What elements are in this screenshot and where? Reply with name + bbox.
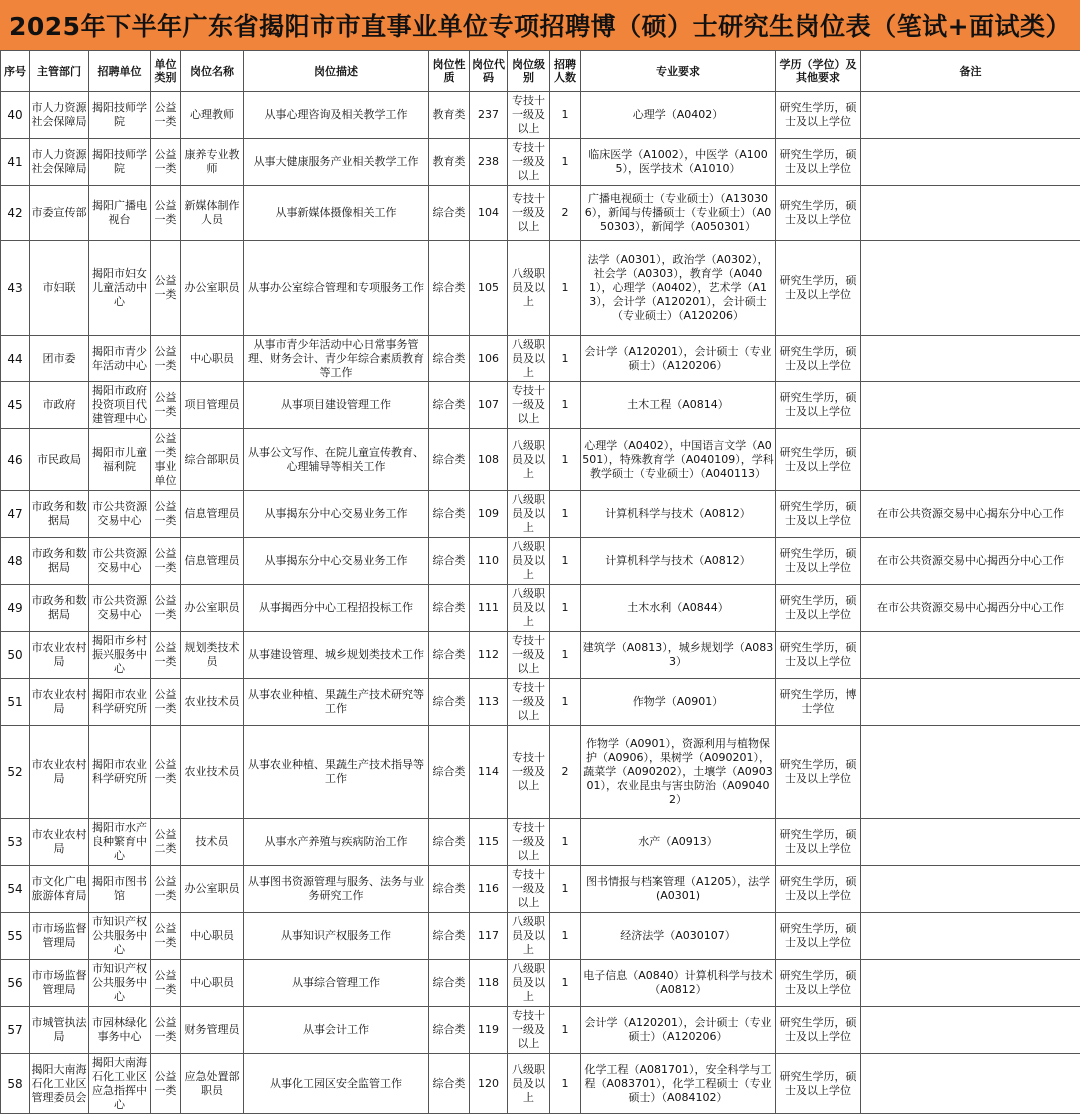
cell-col-education: 研究生学历，硕士及以上学位 xyxy=(776,92,861,139)
cell-col-position: 规划类技术员 xyxy=(181,632,244,679)
cell-col-employer: 市知识产权公共服务中心 xyxy=(89,960,151,1007)
cell-col-code: 115 xyxy=(470,819,508,866)
cell-col-remarks xyxy=(861,819,1080,866)
cell-col-major: 临床医学（A1002），中医学（A1005），医学技术（A1010） xyxy=(581,139,776,186)
cell-col-education: 研究生学历，硕士及以上学位 xyxy=(776,241,861,336)
cell-col-count: 1 xyxy=(550,538,581,585)
cell-col-level: 八级职员及以上 xyxy=(508,336,550,382)
cell-col-remarks xyxy=(861,1007,1080,1054)
cell-col-index: 42 xyxy=(1,186,30,241)
cell-col-remarks xyxy=(861,139,1080,186)
cell-col-education: 研究生学历，硕士及以上学位 xyxy=(776,960,861,1007)
cell-col-major: 心理学（A0402），中国语言文学（A0501），特殊教育学（A040109），学科教学硕士（专业硕士）（A040113） xyxy=(581,429,776,491)
cell-col-remarks xyxy=(861,429,1080,491)
table-row xyxy=(1,726,1080,819)
cell-col-employer: 市公共资源交易中心 xyxy=(89,491,151,538)
table-row xyxy=(1,241,1080,336)
table-header-row xyxy=(1,51,1080,92)
cell-col-unit-type: 公益一类 xyxy=(151,726,181,819)
cell-col-unit-type: 公益一类 xyxy=(151,241,181,336)
cell-col-level: 八级职员及以上 xyxy=(508,913,550,960)
cell-col-position: 综合部职员 xyxy=(181,429,244,491)
cell-col-code: 108 xyxy=(470,429,508,491)
cell-col-level: 专技十一级及以上 xyxy=(508,139,550,186)
cell-col-major: 建筑学（A0813），城乡规划学（A0833） xyxy=(581,632,776,679)
cell-col-employer: 揭阳市农业科学研究所 xyxy=(89,679,151,726)
header-col-description: 岗位描述 xyxy=(244,51,429,92)
cell-col-education: 研究生学历，硕士及以上学位 xyxy=(776,382,861,429)
cell-col-code: 112 xyxy=(470,632,508,679)
cell-col-code: 116 xyxy=(470,866,508,913)
cell-col-employer: 揭阳市乡村振兴服务中心 xyxy=(89,632,151,679)
cell-col-index: 43 xyxy=(1,241,30,336)
header-col-unit-type: 单位类别 xyxy=(151,51,181,92)
cell-col-major: 会计学（A120201），会计硕士（专业硕士）（A120206） xyxy=(581,336,776,382)
cell-col-count: 1 xyxy=(550,336,581,382)
table-row xyxy=(1,960,1080,1007)
cell-col-unit-type: 公益二类 xyxy=(151,819,181,866)
cell-col-level: 八级职员及以上 xyxy=(508,960,550,1007)
cell-col-department: 市政府 xyxy=(30,382,89,429)
cell-col-position: 中心职员 xyxy=(181,336,244,382)
cell-col-nature: 综合类 xyxy=(429,1054,470,1114)
cell-col-department: 揭阳大南海石化工业区管理委员会 xyxy=(30,1054,89,1114)
cell-col-position: 信息管理员 xyxy=(181,491,244,538)
cell-col-employer: 揭阳市水产良种繁育中心 xyxy=(89,819,151,866)
header-col-index: 序号 xyxy=(1,51,30,92)
cell-col-employer: 揭阳市妇女儿童活动中心 xyxy=(89,241,151,336)
cell-col-code: 106 xyxy=(470,336,508,382)
cell-col-employer: 揭阳市政府投资项目代建管理中心 xyxy=(89,382,151,429)
cell-col-unit-type: 公益一类事业单位 xyxy=(151,429,181,491)
cell-col-description: 从事建设管理、城乡规划类技术工作 xyxy=(244,632,429,679)
cell-col-department: 市市场监督管理局 xyxy=(30,960,89,1007)
cell-col-education: 研究生学历，硕士及以上学位 xyxy=(776,186,861,241)
cell-col-level: 专技十一级及以上 xyxy=(508,819,550,866)
cell-col-major: 法学（A0301），政治学（A0302），社会学（A0303），教育学（A0401），心理学（A0402），艺术学（A13），会计学（A120201），会计硕士（专业硕士）（A120206） xyxy=(581,241,776,336)
cell-col-description: 从事水产养殖与疾病防治工作 xyxy=(244,819,429,866)
cell-col-unit-type: 公益一类 xyxy=(151,139,181,186)
cell-col-position: 办公室职员 xyxy=(181,585,244,632)
cell-col-nature: 综合类 xyxy=(429,632,470,679)
cell-col-education: 研究生学历，硕士及以上学位 xyxy=(776,491,861,538)
cell-col-code: 111 xyxy=(470,585,508,632)
cell-col-index: 41 xyxy=(1,139,30,186)
cell-col-employer: 揭阳市青少年活动中心 xyxy=(89,336,151,382)
cell-col-position: 应急处置部职员 xyxy=(181,1054,244,1114)
cell-col-count: 1 xyxy=(550,1007,581,1054)
cell-col-position: 中心职员 xyxy=(181,960,244,1007)
cell-col-code: 238 xyxy=(470,139,508,186)
cell-col-education: 研究生学历，硕士及以上学位 xyxy=(776,429,861,491)
cell-col-department: 市农业农村局 xyxy=(30,726,89,819)
cell-col-position: 信息管理员 xyxy=(181,538,244,585)
page-title: 2025年下半年广东省揭阳市市直事业单位专项招聘博（硕）士研究生岗位表（笔试+面试类） xyxy=(0,0,1080,50)
cell-col-description: 从事揭东分中心交易业务工作 xyxy=(244,491,429,538)
cell-col-nature: 综合类 xyxy=(429,585,470,632)
cell-col-employer: 市公共资源交易中心 xyxy=(89,585,151,632)
cell-col-major: 心理学（A0402） xyxy=(581,92,776,139)
cell-col-major: 化学工程（A081701），安全科学与工程（A083701），化学工程硕士（专业硕士）（A084102） xyxy=(581,1054,776,1114)
header-col-nature: 岗位性质 xyxy=(429,51,470,92)
cell-col-description: 从事农业种植、果蔬生产技术指导等工作 xyxy=(244,726,429,819)
cell-col-index: 52 xyxy=(1,726,30,819)
cell-col-code: 117 xyxy=(470,913,508,960)
cell-col-count: 1 xyxy=(550,92,581,139)
cell-col-nature: 教育类 xyxy=(429,139,470,186)
table-row xyxy=(1,585,1080,632)
cell-col-description: 从事知识产权服务工作 xyxy=(244,913,429,960)
cell-col-level: 八级职员及以上 xyxy=(508,585,550,632)
cell-col-nature: 综合类 xyxy=(429,819,470,866)
cell-col-department: 市政务和数据局 xyxy=(30,491,89,538)
cell-col-description: 从事揭西分中心工程招投标工作 xyxy=(244,585,429,632)
table-row xyxy=(1,186,1080,241)
table-row xyxy=(1,913,1080,960)
cell-col-description: 从事新媒体摄像相关工作 xyxy=(244,186,429,241)
table-row xyxy=(1,1054,1080,1114)
cell-col-unit-type: 公益一类 xyxy=(151,336,181,382)
cell-col-index: 58 xyxy=(1,1054,30,1114)
cell-col-department: 市政务和数据局 xyxy=(30,538,89,585)
cell-col-count: 1 xyxy=(550,585,581,632)
cell-col-remarks xyxy=(861,679,1080,726)
cell-col-count: 1 xyxy=(550,429,581,491)
cell-col-department: 市人力资源社会保障局 xyxy=(30,139,89,186)
cell-col-education: 研究生学历，硕士及以上学位 xyxy=(776,585,861,632)
cell-col-remarks xyxy=(861,726,1080,819)
cell-col-count: 1 xyxy=(550,913,581,960)
cell-col-education: 研究生学历，硕士及以上学位 xyxy=(776,1007,861,1054)
cell-col-index: 56 xyxy=(1,960,30,1007)
cell-col-major: 计算机科学与技术（A0812） xyxy=(581,491,776,538)
cell-col-index: 40 xyxy=(1,92,30,139)
cell-col-department: 市农业农村局 xyxy=(30,679,89,726)
table-body xyxy=(1,92,1080,1114)
cell-col-code: 110 xyxy=(470,538,508,585)
cell-col-remarks: 在市公共资源交易中心揭东分中心工作 xyxy=(861,491,1080,538)
cell-col-count: 1 xyxy=(550,139,581,186)
cell-col-nature: 综合类 xyxy=(429,491,470,538)
cell-col-remarks xyxy=(861,336,1080,382)
cell-col-code: 120 xyxy=(470,1054,508,1114)
cell-col-level: 八级职员及以上 xyxy=(508,538,550,585)
cell-col-position: 心理教师 xyxy=(181,92,244,139)
table-row xyxy=(1,679,1080,726)
cell-col-code: 237 xyxy=(470,92,508,139)
cell-col-unit-type: 公益一类 xyxy=(151,679,181,726)
cell-col-employer: 揭阳市儿童福利院 xyxy=(89,429,151,491)
cell-col-index: 57 xyxy=(1,1007,30,1054)
cell-col-education: 研究生学历，硕士及以上学位 xyxy=(776,139,861,186)
cell-col-major: 广播电视硕士（专业硕士）（A130306），新闻与传播硕士（专业硕士）（A050303），新闻学（A050301） xyxy=(581,186,776,241)
cell-col-position: 财务管理员 xyxy=(181,1007,244,1054)
cell-col-nature: 教育类 xyxy=(429,92,470,139)
cell-col-department: 市市场监督管理局 xyxy=(30,913,89,960)
cell-col-index: 49 xyxy=(1,585,30,632)
cell-col-level: 八级职员及以上 xyxy=(508,1054,550,1114)
cell-col-unit-type: 公益一类 xyxy=(151,382,181,429)
cell-col-department: 市人力资源社会保障局 xyxy=(30,92,89,139)
cell-col-nature: 综合类 xyxy=(429,186,470,241)
table-row xyxy=(1,632,1080,679)
table-row xyxy=(1,819,1080,866)
table-row xyxy=(1,92,1080,139)
cell-col-employer: 揭阳技师学院 xyxy=(89,92,151,139)
cell-col-code: 109 xyxy=(470,491,508,538)
cell-col-employer: 揭阳市农业科学研究所 xyxy=(89,726,151,819)
job-table xyxy=(0,50,1080,1114)
cell-col-count: 2 xyxy=(550,726,581,819)
cell-col-nature: 综合类 xyxy=(429,679,470,726)
cell-col-unit-type: 公益一类 xyxy=(151,866,181,913)
cell-col-nature: 综合类 xyxy=(429,538,470,585)
cell-col-level: 八级职员及以上 xyxy=(508,241,550,336)
cell-col-employer: 市知识产权公共服务中心 xyxy=(89,913,151,960)
cell-col-major: 作物学（A0901），资源利用与植物保护（A0906），果树学（A090201），蔬菜学（A090202），土壤学（A090301），农业昆虫与害虫防治（A090402） xyxy=(581,726,776,819)
cell-col-nature: 综合类 xyxy=(429,336,470,382)
cell-col-index: 48 xyxy=(1,538,30,585)
cell-col-major: 计算机科学与技术（A0812） xyxy=(581,538,776,585)
cell-col-description: 从事办公室综合管理和专项服务工作 xyxy=(244,241,429,336)
cell-col-count: 1 xyxy=(550,960,581,1007)
cell-col-index: 47 xyxy=(1,491,30,538)
cell-col-index: 54 xyxy=(1,866,30,913)
cell-col-education: 研究生学历，博士学位 xyxy=(776,679,861,726)
cell-col-nature: 综合类 xyxy=(429,429,470,491)
cell-col-education: 研究生学历，硕士及以上学位 xyxy=(776,726,861,819)
cell-col-code: 119 xyxy=(470,1007,508,1054)
cell-col-major: 土木工程（A0814） xyxy=(581,382,776,429)
cell-col-unit-type: 公益一类 xyxy=(151,1054,181,1114)
cell-col-level: 专技十一级及以上 xyxy=(508,679,550,726)
cell-col-unit-type: 公益一类 xyxy=(151,538,181,585)
cell-col-count: 1 xyxy=(550,819,581,866)
cell-col-unit-type: 公益一类 xyxy=(151,913,181,960)
cell-col-unit-type: 公益一类 xyxy=(151,491,181,538)
cell-col-major: 电子信息（A0840）计算机科学与技术（A0812） xyxy=(581,960,776,1007)
cell-col-description: 从事项目建设管理工作 xyxy=(244,382,429,429)
cell-col-level: 专技十一级及以上 xyxy=(508,1007,550,1054)
cell-col-department: 市文化广电旅游体育局 xyxy=(30,866,89,913)
cell-col-nature: 综合类 xyxy=(429,726,470,819)
cell-col-position: 农业技术员 xyxy=(181,726,244,819)
cell-col-index: 53 xyxy=(1,819,30,866)
cell-col-remarks xyxy=(861,382,1080,429)
cell-col-department: 市委宣传部 xyxy=(30,186,89,241)
cell-col-remarks: 在市公共资源交易中心揭西分中心工作 xyxy=(861,585,1080,632)
cell-col-index: 46 xyxy=(1,429,30,491)
cell-col-remarks: 在市公共资源交易中心揭西分中心工作 xyxy=(861,538,1080,585)
table-row xyxy=(1,336,1080,382)
header-col-level: 岗位级别 xyxy=(508,51,550,92)
cell-col-count: 1 xyxy=(550,866,581,913)
cell-col-code: 118 xyxy=(470,960,508,1007)
cell-col-description: 从事揭东分中心交易业务工作 xyxy=(244,538,429,585)
cell-col-employer: 市公共资源交易中心 xyxy=(89,538,151,585)
cell-col-position: 新媒体制作人员 xyxy=(181,186,244,241)
cell-col-department: 市妇联 xyxy=(30,241,89,336)
cell-col-education: 研究生学历，硕士及以上学位 xyxy=(776,336,861,382)
cell-col-index: 55 xyxy=(1,913,30,960)
cell-col-description: 从事综合管理工作 xyxy=(244,960,429,1007)
cell-col-index: 44 xyxy=(1,336,30,382)
cell-col-count: 1 xyxy=(550,382,581,429)
table-row xyxy=(1,538,1080,585)
cell-col-department: 市农业农村局 xyxy=(30,632,89,679)
cell-col-index: 45 xyxy=(1,382,30,429)
cell-col-count: 1 xyxy=(550,491,581,538)
cell-col-nature: 综合类 xyxy=(429,241,470,336)
cell-col-position: 中心职员 xyxy=(181,913,244,960)
cell-col-code: 107 xyxy=(470,382,508,429)
cell-col-level: 专技十一级及以上 xyxy=(508,866,550,913)
cell-col-employer: 揭阳大南海石化工业区应急指挥中心 xyxy=(89,1054,151,1114)
cell-col-education: 研究生学历，硕士及以上学位 xyxy=(776,538,861,585)
cell-col-level: 八级职员及以上 xyxy=(508,491,550,538)
cell-col-count: 1 xyxy=(550,679,581,726)
cell-col-education: 研究生学历，硕士及以上学位 xyxy=(776,913,861,960)
table-row xyxy=(1,139,1080,186)
cell-col-remarks xyxy=(861,866,1080,913)
cell-col-employer: 揭阳广播电视台 xyxy=(89,186,151,241)
cell-col-level: 专技十一级及以上 xyxy=(508,382,550,429)
cell-col-remarks xyxy=(861,632,1080,679)
cell-col-description: 从事大健康服务产业相关教学工作 xyxy=(244,139,429,186)
cell-col-education: 研究生学历，硕士及以上学位 xyxy=(776,632,861,679)
header-col-code: 岗位代码 xyxy=(470,51,508,92)
cell-col-remarks xyxy=(861,913,1080,960)
table-row xyxy=(1,491,1080,538)
cell-col-count: 1 xyxy=(550,241,581,336)
cell-col-major: 作物学（A0901） xyxy=(581,679,776,726)
header-col-position: 岗位名称 xyxy=(181,51,244,92)
cell-col-major: 土木水利（A0844） xyxy=(581,585,776,632)
cell-col-major: 会计学（A120201），会计硕士（专业硕士）（A120206） xyxy=(581,1007,776,1054)
cell-col-description: 从事心理咨询及相关教学工作 xyxy=(244,92,429,139)
header-col-education: 学历（学位）及其他要求 xyxy=(776,51,861,92)
header-col-major: 专业要求 xyxy=(581,51,776,92)
cell-col-description: 从事农业种植、果蔬生产技术研究等工作 xyxy=(244,679,429,726)
cell-col-level: 八级职员及以上 xyxy=(508,429,550,491)
cell-col-remarks xyxy=(861,1054,1080,1114)
header-col-remarks: 备注 xyxy=(861,51,1080,92)
cell-col-level: 专技十一级及以上 xyxy=(508,726,550,819)
cell-col-nature: 综合类 xyxy=(429,866,470,913)
cell-col-major: 水产（A0913） xyxy=(581,819,776,866)
cell-col-department: 市农业农村局 xyxy=(30,819,89,866)
header-col-employer: 招聘单位 xyxy=(89,51,151,92)
table-row xyxy=(1,1007,1080,1054)
cell-col-description: 从事会计工作 xyxy=(244,1007,429,1054)
cell-col-count: 2 xyxy=(550,186,581,241)
cell-col-major: 经济法学（A030107） xyxy=(581,913,776,960)
cell-col-code: 113 xyxy=(470,679,508,726)
table-row xyxy=(1,429,1080,491)
table-row xyxy=(1,382,1080,429)
cell-col-level: 专技十一级及以上 xyxy=(508,186,550,241)
cell-col-position: 项目管理员 xyxy=(181,382,244,429)
cell-col-index: 51 xyxy=(1,679,30,726)
cell-col-remarks xyxy=(861,241,1080,336)
cell-col-unit-type: 公益一类 xyxy=(151,1007,181,1054)
header-col-department: 主管部门 xyxy=(30,51,89,92)
cell-col-position: 康养专业教师 xyxy=(181,139,244,186)
cell-col-employer: 市园林绿化事务中心 xyxy=(89,1007,151,1054)
cell-col-nature: 综合类 xyxy=(429,1007,470,1054)
cell-col-department: 市城管执法局 xyxy=(30,1007,89,1054)
cell-col-education: 研究生学历，硕士及以上学位 xyxy=(776,1054,861,1114)
cell-col-unit-type: 公益一类 xyxy=(151,92,181,139)
cell-col-description: 从事图书资源管理与服务、法务与业务研究工作 xyxy=(244,866,429,913)
header-col-count: 招聘人数 xyxy=(550,51,581,92)
cell-col-education: 研究生学历，硕士及以上学位 xyxy=(776,819,861,866)
cell-col-description: 从事公文写作、在院儿童宣传教育、心理辅导等相关工作 xyxy=(244,429,429,491)
cell-col-count: 1 xyxy=(550,632,581,679)
cell-col-nature: 综合类 xyxy=(429,913,470,960)
table-row xyxy=(1,866,1080,913)
cell-col-position: 办公室职员 xyxy=(181,866,244,913)
cell-col-unit-type: 公益一类 xyxy=(151,960,181,1007)
cell-col-nature: 综合类 xyxy=(429,960,470,1007)
cell-col-code: 104 xyxy=(470,186,508,241)
cell-col-remarks xyxy=(861,960,1080,1007)
cell-col-department: 团市委 xyxy=(30,336,89,382)
cell-col-description: 从事化工园区安全监管工作 xyxy=(244,1054,429,1114)
cell-col-level: 专技十一级及以上 xyxy=(508,92,550,139)
cell-col-level: 专技十一级及以上 xyxy=(508,632,550,679)
cell-col-education: 研究生学历，硕士及以上学位 xyxy=(776,866,861,913)
cell-col-position: 办公室职员 xyxy=(181,241,244,336)
cell-col-remarks xyxy=(861,92,1080,139)
cell-col-count: 1 xyxy=(550,1054,581,1114)
cell-col-department: 市民政局 xyxy=(30,429,89,491)
cell-col-unit-type: 公益一类 xyxy=(151,585,181,632)
cell-col-index: 50 xyxy=(1,632,30,679)
cell-col-code: 105 xyxy=(470,241,508,336)
cell-col-description: 从事市青少年活动中心日常事务管理、财务会计、青少年综合素质教育等工作 xyxy=(244,336,429,382)
cell-col-department: 市政务和数据局 xyxy=(30,585,89,632)
cell-col-code: 114 xyxy=(470,726,508,819)
cell-col-employer: 揭阳市图书馆 xyxy=(89,866,151,913)
cell-col-position: 农业技术员 xyxy=(181,679,244,726)
cell-col-remarks xyxy=(861,186,1080,241)
cell-col-position: 技术员 xyxy=(181,819,244,866)
cell-col-employer: 揭阳技师学院 xyxy=(89,139,151,186)
cell-col-nature: 综合类 xyxy=(429,382,470,429)
cell-col-major: 图书情报与档案管理（A1205），法学(A0301) xyxy=(581,866,776,913)
cell-col-unit-type: 公益一类 xyxy=(151,186,181,241)
cell-col-unit-type: 公益一类 xyxy=(151,632,181,679)
